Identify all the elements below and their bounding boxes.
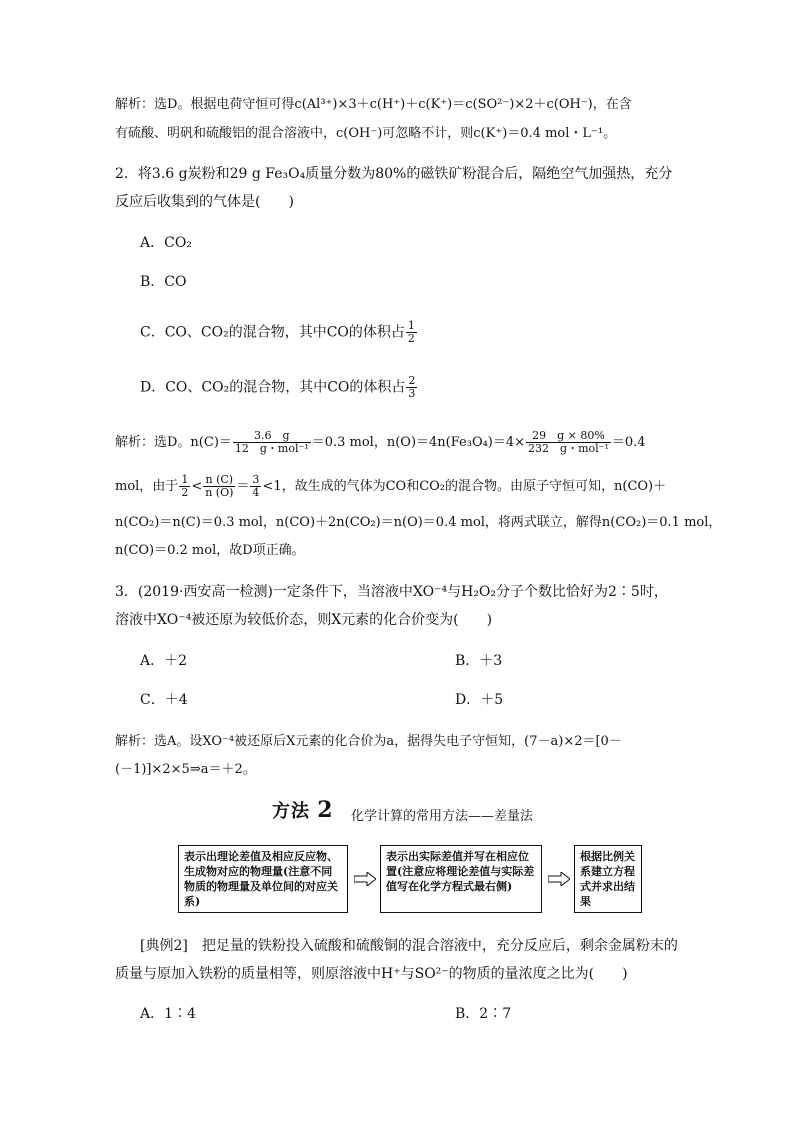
s2-f1-num: 3.6 g — [233, 430, 311, 443]
example-2-line-2: 质量与原加入铁粉的质量相等，则原溶液中H⁺与SO²⁻的物质的量浓度之比为( ) — [115, 966, 628, 982]
question-3-line-1: 3．(2019·西安高一检测)一定条件下，当溶液中XO⁻⁴与H₂O₂分子个数比恰好为2∶5时， — [115, 584, 668, 600]
example-2-option-a: A．1∶4 — [140, 1006, 196, 1022]
s2-l2-text-a: mol，由于 — [115, 479, 179, 494]
flow-box-3: 根据比例关系建立方程式并求出结果 — [574, 845, 642, 913]
s2-f2-den: 232 g・mol⁻¹ — [528, 442, 609, 455]
question-2-option-d — [140, 375, 418, 400]
s2-f3-num: 1 — [181, 473, 189, 486]
s2-fraction-3 — [179, 474, 190, 499]
s2-less-than: < — [191, 479, 203, 494]
solution-3-line-1: 解析：选A。设XO⁻⁴被还原后X元素的化合价为a，据得失电子守恒知，(7－a)×2＝[0－ — [115, 734, 622, 749]
question-2-option-b: B．CO — [140, 274, 187, 290]
method-heading — [272, 797, 334, 823]
example-2-line-1: [典例2] 把足量的铁粉投入硫酸和硫酸铜的混合溶液中，充分反应后，剩余金属粉末的 — [140, 938, 678, 954]
s2-fraction-4 — [203, 474, 235, 499]
s2-fraction-2 — [526, 430, 611, 455]
option-d-text: D．CO、CO₂的混合物，其中CO的体积占 — [140, 379, 406, 396]
s2-text-a: 解析：选D。n(C)＝ — [115, 435, 232, 450]
question-2-line-1: 2．将3.6 g炭粉和29 g Fe₃O₄质量分数为80%的磁铁矿粉混合后，隔绝空气加强热，充分 — [115, 166, 673, 182]
solution-3-line-2: (－1)]×2×5⇒a＝＋2。 — [115, 762, 256, 777]
flow-box-1: 表示出理论差值及相应反应物、生成物对应的物理量(注意不同物质的物理量及单位间的对应关系) — [178, 845, 348, 913]
s2-equals: ＝ — [236, 479, 250, 494]
s2-text-b: ＝0.3 mol，n(O)＝4n(Fe₃O₄)＝4× — [311, 435, 526, 450]
question-2-option-a: A．CO₂ — [140, 235, 192, 251]
method-label: 方法 — [272, 801, 310, 822]
s2-f5-num: 3 — [252, 473, 260, 486]
question-3-option-c: C．＋4 — [140, 692, 188, 708]
s2-fraction-5 — [250, 474, 261, 499]
solution-2-line-2 — [115, 474, 666, 499]
option-c-numerator: 1 — [407, 319, 415, 332]
solution-1-line-2: 有硫酸、明矾和硫酸铝的混合溶液中，c(OH⁻)可忽略不计，则c(K⁺)＝0.4 mol・L⁻¹。 — [115, 126, 617, 141]
question-3-line-2: 溶液中XO⁻⁴被还原为较低价态，则X元素的化合价变为( ) — [115, 612, 493, 628]
s2-text-c: ＝0.4 — [611, 435, 646, 450]
option-c-denominator: 2 — [407, 332, 415, 345]
s2-f4-den: n (O) — [205, 486, 234, 499]
question-3-option-d: D．＋5 — [455, 692, 504, 708]
option-c-fraction — [406, 320, 417, 345]
solution-2-line-3: n(CO₂)＝n(C)＝0.3 mol，n(CO)＋2n(CO₂)＝n(O)＝0.4 mol，将两式联立，解得n(CO₂)＝0.1 mol， — [115, 515, 722, 530]
s2-f2-num: 29 g × 80% — [526, 430, 611, 443]
method-number: 2 — [317, 797, 334, 823]
flow-arrow-2 — [548, 872, 570, 886]
flow-arrow-1 — [354, 872, 376, 886]
method-subtitle: 化学计算的常用方法——差量法 — [351, 809, 534, 824]
question-3-option-b: B．＋3 — [455, 653, 503, 669]
solution-2-line-4: n(CO)＝0.2 mol，故D项正确。 — [115, 543, 305, 558]
option-c-text: C．CO、CO₂的混合物，其中CO的体积占 — [140, 324, 405, 341]
s2-f3-den: 2 — [181, 486, 189, 499]
s2-f1-den: 12 g・mol⁻¹ — [234, 442, 309, 455]
s2-fraction-1 — [233, 430, 311, 455]
question-3-option-a: A．＋2 — [140, 653, 188, 669]
flow-box-2: 表示出实际差值并写在相应位置(注意应将理论差值与实际差值写在化学方程式最右侧) — [380, 845, 542, 913]
s2-l2-text-b: <1，故生成的气体为CO和CO₂的混合物。由原子守恒可知，n(CO)＋ — [262, 479, 667, 494]
question-2-option-c — [140, 320, 418, 345]
s2-f4-num: n (C) — [203, 474, 235, 487]
example-2-option-b: B．2∶7 — [455, 1006, 512, 1022]
option-d-fraction — [406, 375, 417, 400]
option-d-numerator: 2 — [408, 374, 416, 387]
option-d-denominator: 3 — [408, 387, 416, 400]
solution-1-line-1: 解析：选D。根据电荷守恒可得c(Al³⁺)×3＋c(H⁺)＋c(K⁺)＝c(SO²⁻)×2＋c(OH⁻)，在含 — [115, 97, 632, 112]
question-2-line-2: 反应后收集到的气体是( ) — [115, 194, 294, 210]
solution-2-line-1 — [115, 430, 646, 455]
s2-f5-den: 4 — [252, 486, 260, 499]
